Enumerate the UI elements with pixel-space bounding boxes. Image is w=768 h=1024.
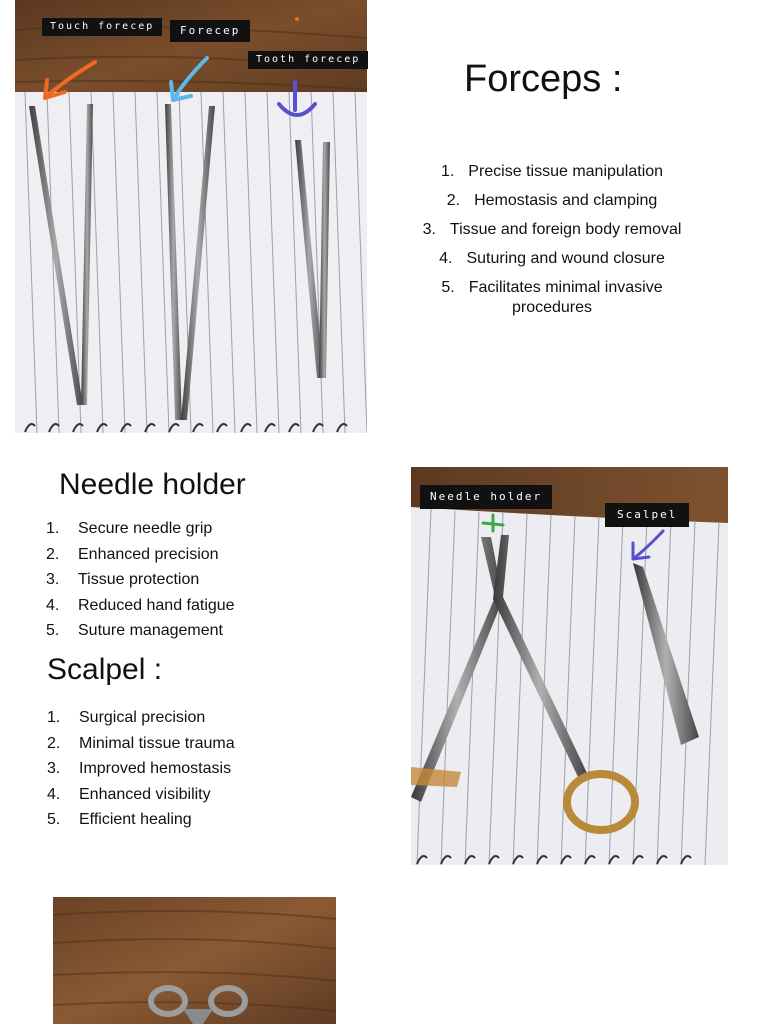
list-item: 5. Facilitates minimal invasive procedures xyxy=(441,279,663,316)
tag-tooth-forcep: Tooth forecep xyxy=(248,51,368,69)
scalpel-list xyxy=(47,708,347,836)
forceps-list xyxy=(397,162,707,318)
list-item: 1. Precise tissue manipulation xyxy=(440,163,664,180)
list-item: 3. Improved hemostasis xyxy=(47,760,232,777)
scalpel-title: Scalpel : xyxy=(47,653,163,686)
instrument-photo-bottom-drawing xyxy=(53,897,336,1024)
list-item: 1. Surgical precision xyxy=(47,709,206,726)
tag-forecep: Forecep xyxy=(170,20,250,42)
list-item: 2. Hemostasis and clamping xyxy=(446,192,658,209)
list-item: 3. Tissue and foreign body removal xyxy=(422,221,682,238)
list-item: 2. Enhanced precision xyxy=(46,545,219,563)
list-item: 5. Suture management xyxy=(46,622,223,639)
list-item: 4. Reduced hand fatigue xyxy=(46,596,235,614)
list-item: 4. Enhanced visibility xyxy=(47,785,211,803)
list-item: 1. Secure needle grip xyxy=(46,520,213,537)
tag-needle-holder: Needle holder xyxy=(420,485,552,509)
forceps-title: Forceps : xyxy=(464,58,623,100)
needle-holder-list xyxy=(46,519,346,647)
list-item: 3. Tissue protection xyxy=(46,571,200,588)
instrument-photo-bottom xyxy=(53,897,336,1024)
list-item: 5. Efficient healing xyxy=(47,811,192,828)
tag-touch-forcep: Touch forecep xyxy=(42,18,162,36)
tag-scalpel: Scalpel xyxy=(605,503,689,527)
list-item: 4. Suturing and wound closure xyxy=(439,250,665,267)
list-item: 2. Minimal tissue trauma xyxy=(47,734,235,752)
needle-holder-title: Needle holder xyxy=(59,468,246,501)
